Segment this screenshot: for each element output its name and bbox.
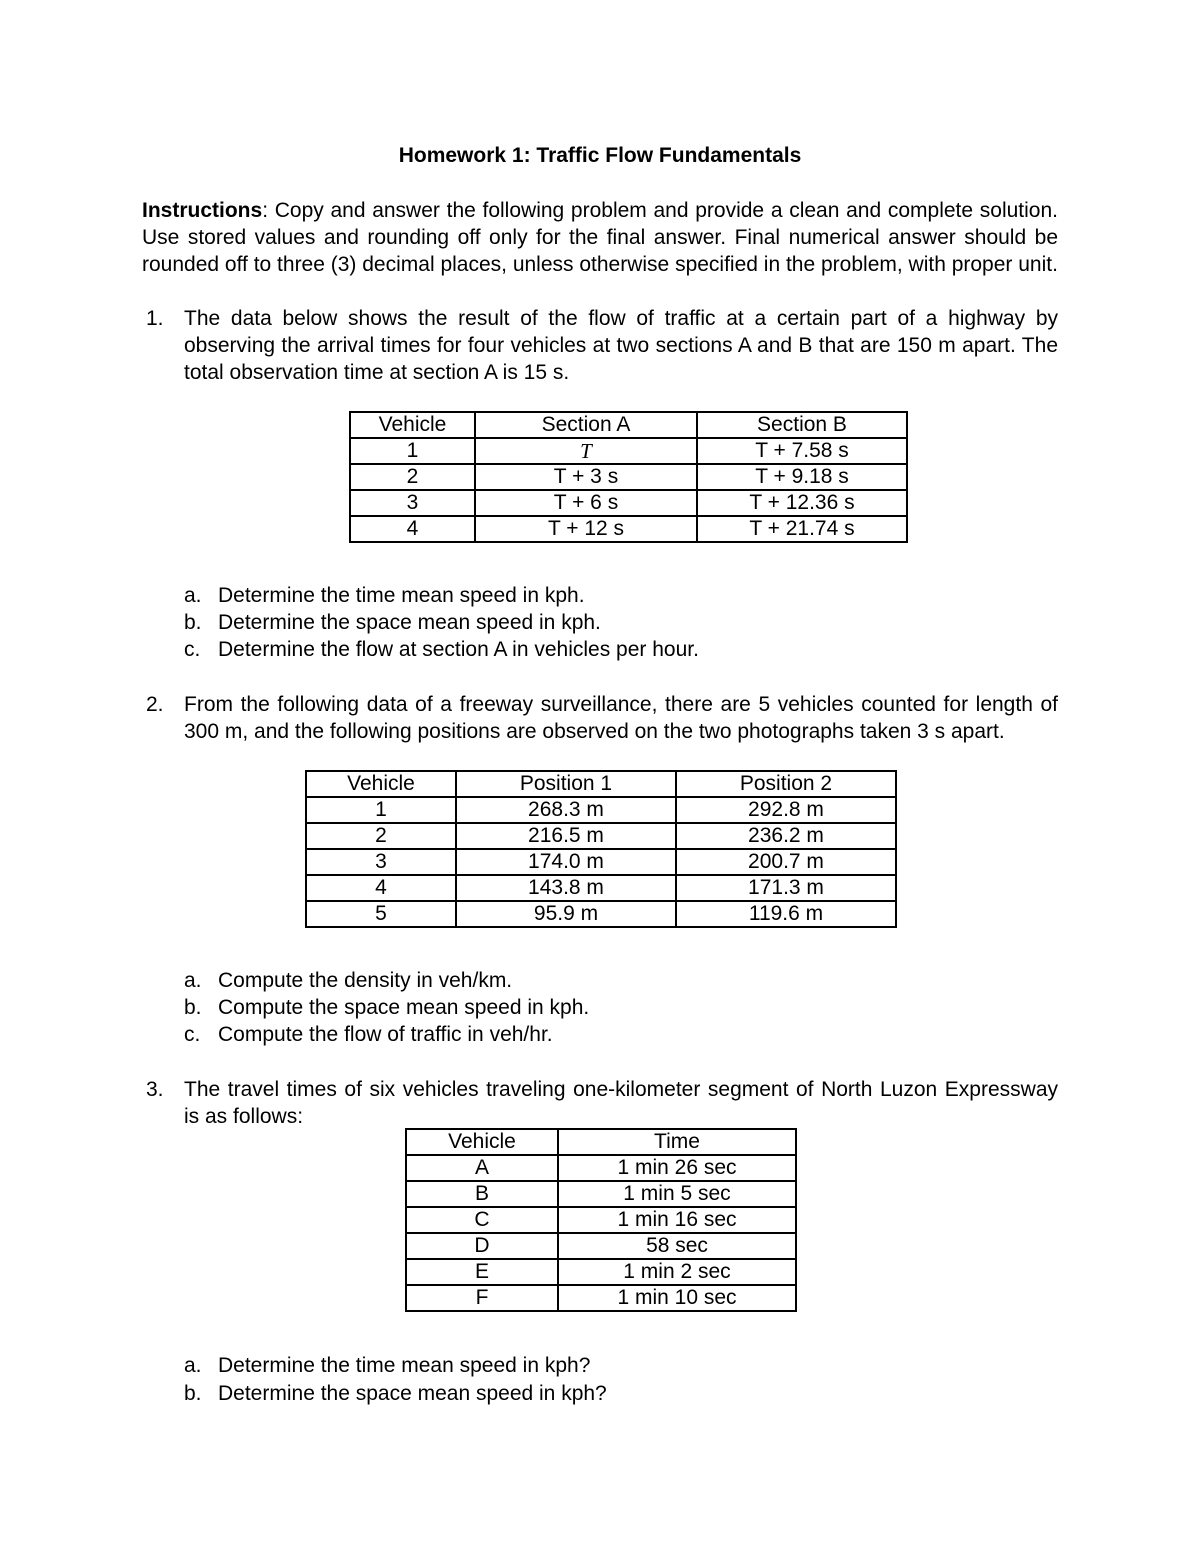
table-cell: C: [406, 1207, 558, 1233]
question-letter: b.: [184, 611, 202, 634]
table-cell: A: [406, 1155, 558, 1181]
table-cell: 3: [350, 490, 475, 516]
table-row: [306, 901, 896, 927]
problem-1-number: 1.: [146, 307, 164, 330]
table-cell: 2: [350, 464, 475, 490]
table-row: [350, 438, 907, 464]
question-letter: a.: [184, 584, 202, 607]
problem-3-question-a: [184, 1352, 590, 1379]
table-cell: T + 9.18 s: [697, 464, 907, 490]
table-cell: 1 min 2 sec: [558, 1259, 796, 1285]
question-letter: c.: [184, 638, 201, 661]
instructions-text: : Copy and answer the following problem and provide a clean and complete solution. Use stored values and rounding off only for the final answer. Final numerical answer should be rounded off to three (3) decimal places, unless otherwise specified in the problem, with proper unit.: [142, 199, 1058, 276]
problem-2-question-b: [184, 994, 589, 1021]
instructions-paragraph: [142, 197, 1058, 278]
problem-3-table: [405, 1128, 797, 1312]
table-header-cell: Section B: [697, 412, 907, 438]
table-cell: T + 21.74 s: [697, 516, 907, 542]
table-cell: 2: [306, 823, 456, 849]
table-cell: 268.3 m: [456, 797, 676, 823]
table-row: [406, 1207, 796, 1233]
problem-1-question-c: [184, 636, 699, 663]
table-header-row: [350, 412, 907, 438]
table-cell: 58 sec: [558, 1233, 796, 1259]
table-row: [306, 823, 896, 849]
question-letter: c.: [184, 1023, 201, 1046]
table-cell: T + 7.58 s: [697, 438, 907, 464]
table-cell: 292.8 m: [676, 797, 896, 823]
table-row: [350, 464, 907, 490]
table-row: [350, 516, 907, 542]
table-cell: 95.9 m: [456, 901, 676, 927]
table-cell: T + 12.36 s: [697, 490, 907, 516]
table-row: [306, 875, 896, 901]
question-letter: b.: [184, 1382, 202, 1405]
problem-2-number: 2.: [146, 693, 164, 716]
problem-1-question-b: [184, 609, 601, 636]
table-header-cell: Time: [558, 1129, 796, 1155]
table-header-cell: Section A: [475, 412, 697, 438]
table-cell: 1 min 26 sec: [558, 1155, 796, 1181]
table-cell: 171.3 m: [676, 875, 896, 901]
table-cell: 200.7 m: [676, 849, 896, 875]
question-letter: a.: [184, 1354, 202, 1377]
table-row: [406, 1155, 796, 1181]
table-cell: 236.2 m: [676, 823, 896, 849]
table-cell: 143.8 m: [456, 875, 676, 901]
table-header-cell: Vehicle: [306, 771, 456, 797]
table-cell: 119.6 m: [676, 901, 896, 927]
problem-3-question-b: [184, 1380, 607, 1407]
table-cell: 1 min 16 sec: [558, 1207, 796, 1233]
question-text: Compute the space mean speed in kph.: [218, 996, 590, 1019]
problem-3-text: The travel times of six vehicles traveling one-kilometer segment of North Luzon Expressway is as follows:: [184, 1078, 1058, 1128]
table-row: [306, 797, 896, 823]
table-header-row: [306, 771, 896, 797]
problem-2-text: From the following data of a freeway surveillance, there are 5 vehicles counted for length of 300 m, and the following positions are observed on the two photographs taken 3 s apart.: [184, 693, 1058, 743]
table-cell: 174.0 m: [456, 849, 676, 875]
table-cell: 1 min 10 sec: [558, 1285, 796, 1311]
table-cell: 1 min 5 sec: [558, 1181, 796, 1207]
table-cell: 216.5 m: [456, 823, 676, 849]
table-row: [406, 1181, 796, 1207]
question-text: Compute the flow of traffic in veh/hr.: [218, 1023, 553, 1046]
table-cell: D: [406, 1233, 558, 1259]
table-cell: 1: [306, 797, 456, 823]
table-cell: 4: [350, 516, 475, 542]
table-cell: T + 6 s: [475, 490, 697, 516]
table-cell: T + 12 s: [475, 516, 697, 542]
table-cell: E: [406, 1259, 558, 1285]
question-text: Determine the time mean speed in kph.: [218, 584, 585, 607]
problem-2-table: [305, 770, 897, 928]
table-cell: 5: [306, 901, 456, 927]
table-cell: 3: [306, 849, 456, 875]
problem-1-question-a: [184, 582, 585, 609]
question-text: Determine the space mean speed in kph.: [218, 611, 601, 634]
question-text: Compute the density in veh/km.: [218, 969, 513, 992]
table-row: [306, 849, 896, 875]
table-header-cell: Position 2: [676, 771, 896, 797]
problem-2-question-c: [184, 1021, 553, 1048]
table-cell: T: [475, 438, 697, 464]
problem-1-text: The data below shows the result of the flow of traffic at a certain part of a highway by observing the arrival times for four vehicles at two sections A and B that are 150 m apart. The total observation time at section A is 15 s.: [184, 307, 1058, 384]
problem-3-number: 3.: [146, 1078, 164, 1101]
table-header-row: [406, 1129, 796, 1155]
question-letter: a.: [184, 969, 202, 992]
table-row: [350, 490, 907, 516]
table-header-cell: Vehicle: [350, 412, 475, 438]
table-row: [406, 1285, 796, 1311]
table-cell: 4: [306, 875, 456, 901]
table-row: [406, 1259, 796, 1285]
table-cell: F: [406, 1285, 558, 1311]
page-title: Homework 1: Traffic Flow Fundamentals: [398, 144, 802, 167]
problem-2-question-a: [184, 967, 512, 994]
table-cell: B: [406, 1181, 558, 1207]
question-text: Determine the time mean speed in kph?: [218, 1354, 591, 1377]
table-row: [406, 1233, 796, 1259]
question-letter: b.: [184, 996, 202, 1019]
question-text: Determine the space mean speed in kph?: [218, 1382, 607, 1405]
table-cell: 1: [350, 438, 475, 464]
problem-1-table: [349, 411, 908, 543]
instructions-label: Instructions: [142, 199, 263, 222]
table-header-cell: Vehicle: [406, 1129, 558, 1155]
table-cell: T + 3 s: [475, 464, 697, 490]
table-header-cell: Position 1: [456, 771, 676, 797]
question-text: Determine the flow at section A in vehicles per hour.: [218, 638, 699, 661]
